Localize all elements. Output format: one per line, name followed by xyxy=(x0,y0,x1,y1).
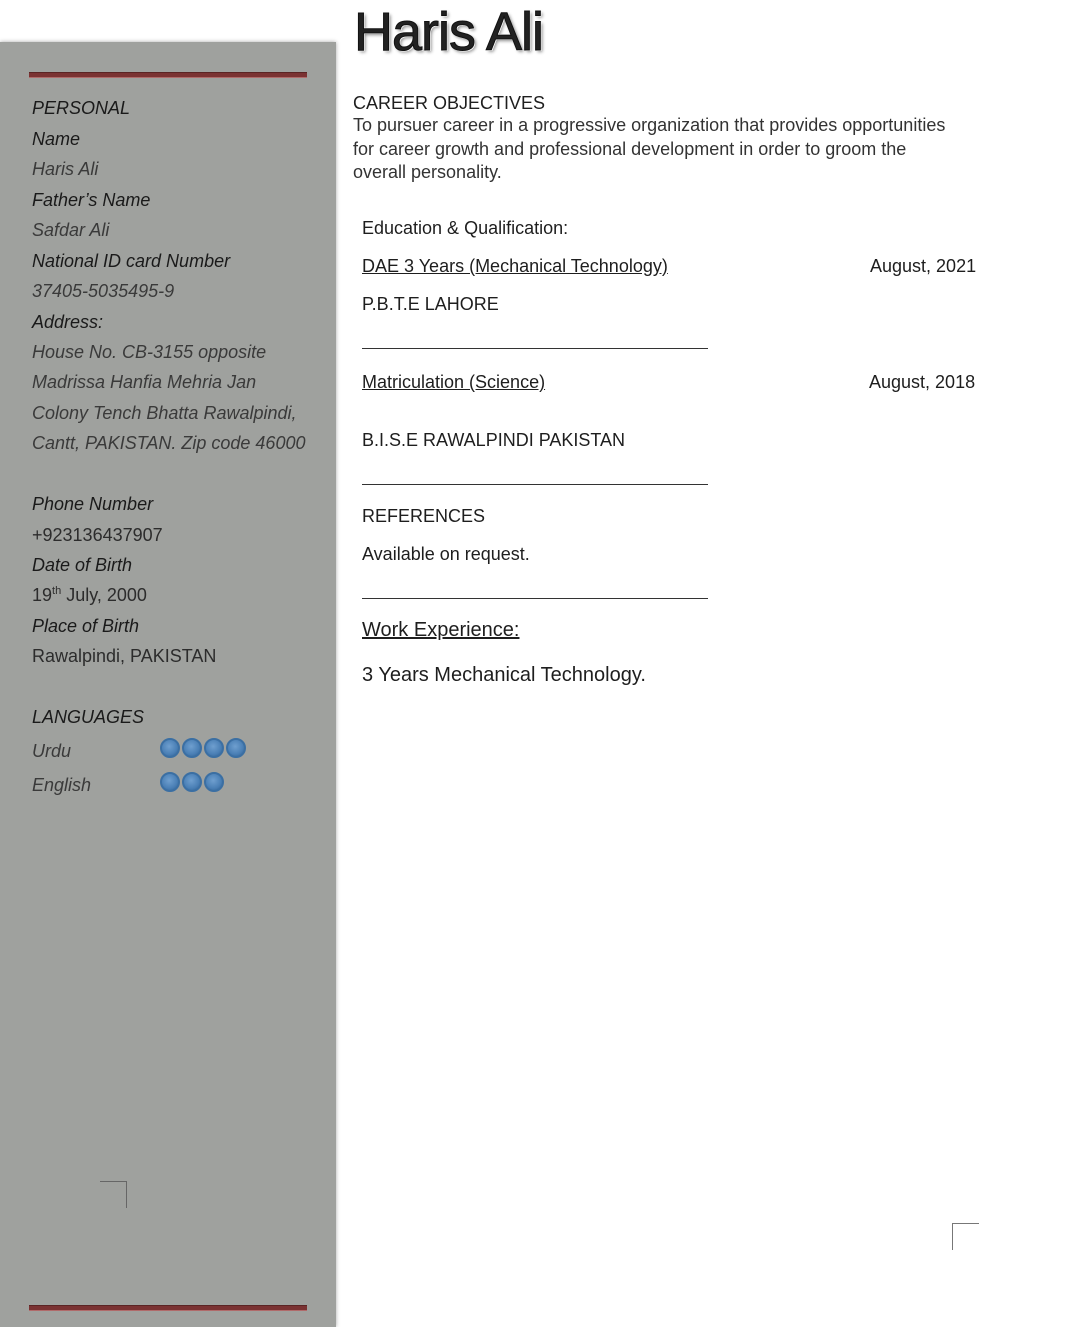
level-dot xyxy=(182,772,202,792)
divider xyxy=(362,348,708,349)
education-board: P.B.T.E LAHORE xyxy=(362,294,499,314)
work-heading: Work Experience: xyxy=(362,619,520,641)
address-label: Address: xyxy=(32,312,104,332)
education-heading: Education & Qualification: xyxy=(362,218,569,238)
divider xyxy=(362,598,708,599)
father-name-label: Father’s Name xyxy=(32,190,151,210)
level-dot xyxy=(160,738,180,758)
level-dot xyxy=(182,738,202,758)
name-value: Haris Ali xyxy=(32,159,99,179)
pob-label: Place of Birth xyxy=(32,616,140,636)
education-date: August, 2018 xyxy=(869,372,976,392)
page-corner-mark xyxy=(952,1223,979,1250)
resume-title: Haris Ali xyxy=(354,2,544,62)
career-heading: CAREER OBJECTIVES xyxy=(353,93,546,113)
phone-label: Phone Number xyxy=(32,494,154,514)
education-title: DAE 3 Years (Mechanical Technology) xyxy=(362,256,668,276)
address-line: Colony Tench Bhatta Rawalpindi, xyxy=(32,403,297,423)
dob-rest: July, 2000 xyxy=(61,585,147,605)
address-line: Madrissa Hanfia Mehria Jan xyxy=(32,372,257,392)
language-name-urdu: Urdu xyxy=(32,741,72,761)
level-dot xyxy=(204,738,224,758)
education-date: August, 2021 xyxy=(870,256,977,276)
languages-heading: LANGUAGES xyxy=(32,707,145,727)
education-board: B.I.S.E RAWALPINDI PAKISTAN xyxy=(362,430,626,450)
phone-value: +923136437907 xyxy=(32,525,163,545)
level-dot xyxy=(160,772,180,792)
education-title: Matriculation (Science) xyxy=(362,372,546,392)
father-name-value: Safdar Ali xyxy=(32,220,110,240)
sidebar-bottom-rule xyxy=(29,1305,307,1311)
references-heading: REFERENCES xyxy=(362,506,486,526)
dob-label: Date of Birth xyxy=(32,555,133,575)
work-text: 3 Years Mechanical Technology. xyxy=(362,664,646,686)
nic-label: National ID card Number xyxy=(32,251,231,271)
name-label: Name xyxy=(32,129,81,149)
language-level-urdu xyxy=(160,738,246,758)
sidebar-top-rule xyxy=(29,72,307,78)
pob-value: Rawalpindi, PAKISTAN xyxy=(32,646,217,666)
nic-value: 37405-5035495-9 xyxy=(32,281,175,301)
address-line: House No. CB-3155 opposite xyxy=(32,342,267,362)
language-name-english: English xyxy=(32,775,92,795)
career-text: To pursuer career in a progressive organization that provides opportunities for career growth and professional development in order to groom the overall personality. xyxy=(353,115,946,182)
dob-suffix: th xyxy=(52,585,62,597)
address-line: Cantt, PAKISTAN. Zip code 46000 xyxy=(32,433,306,453)
references-text: Available on request. xyxy=(362,544,530,564)
dob-day: 19 xyxy=(32,585,53,605)
personal-heading: PERSONAL xyxy=(32,98,131,118)
page-corner-mark xyxy=(100,1181,127,1208)
level-dot xyxy=(226,738,246,758)
divider xyxy=(362,484,708,485)
dob-value xyxy=(32,585,147,605)
language-level-english xyxy=(160,772,224,792)
level-dot xyxy=(204,772,224,792)
